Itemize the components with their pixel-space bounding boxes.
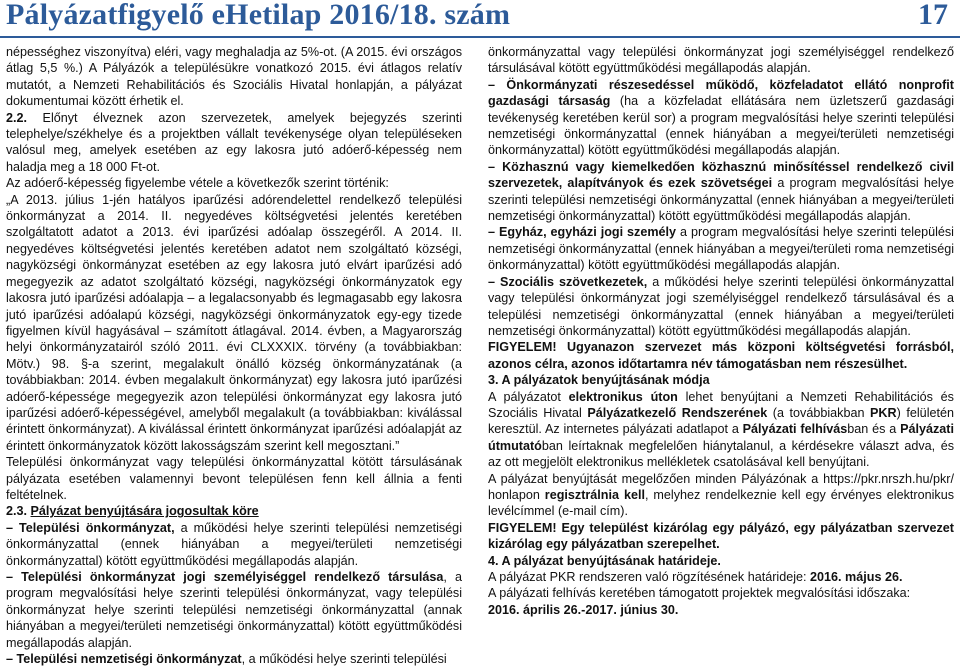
paragraph: Települési önkormányzat vagy települési önkormányzattal kötött társulásának pályázata esetében valamennyi bevont településen fenn kell állnia a fenti feltételnek. [6, 455, 462, 502]
paragraph: A pályázati felhívás keretében támogatott projektek megvalósítási időszaka: [488, 586, 911, 601]
section-heading: 4. A pályázat benyújtásának határideje. [488, 553, 721, 568]
list-item: – Közhasznú vagy kiemelkedően közhasznú minősítéssel rendelkező civil szervezetek, alapítványok és ezek szövetségei a program megvalósítási helye szerinti települési nemzetiségi önkormányzattal (ennek hiányában a megyei/területi nemzetiségi önkormányzattal) kötött együttműködési megállapodás alapján. [488, 159, 954, 224]
date-range: 2016. április 26.-2017. június 30. [488, 602, 679, 617]
paragraph: A pályázat benyújtását megelőzően minden Pályázónak a https://pkr.nrszh.hu/pkr/ honlapon regisztrálnia kell, melyhez rendelkeznie kell egy érvényes elektronikus levélcímmel (e-mail cím). [488, 471, 954, 519]
section-heading: 3. A pályázatok benyújtásának módja [488, 373, 710, 388]
publication-title: Pályázatfigyelő eHetilap 2016/18. szám [6, 0, 511, 31]
paragraph: önkormányzattal vagy települési önkormányzat jogi személyiséggel rendelkező társulásával kötött együttműködési megállapodás alapján. [488, 45, 954, 76]
warning-paragraph: FIGYELEM! Egy települést kizárólag egy pályázó, egy pályázatban szervezet kizárólag egy pályázatban szerepelhet. [488, 520, 954, 552]
quote-paragraph: „A 2013. július 1-jén hatályos iparűzési adórendelettel rendelkező települési önkormányzat a 2014. II. negyedéves költségvetési jelentés keretében szolgáltatott adatot a 2013. évi iparűzési adóalap összegéről. A 2014. II. negyedéves költségvetési jelentés keretében adatot nem szolgáltató községi, nagyközségi önkormányzat esetében az egy lakosra jutó elvárt iparűzési adó megegyezik az adatot szolgáltató községi, nagyközségi önkormányzatok egy lakosra jutó iparűzési adóalapja – a legalacsonyabb és legmagasabb egy lakosra jutó iparűzési adóalapú községi, nagyközségi önkormányzatok egy-egy tizede figyelmen kívül hagyásával – számított átlagával. 2014. évben, a Magyarország helyi önkormányzatairól szóló 2011. évi CLXXXIX. törvény (a továbbiakban: Mötv.) 98. §-a szerint, megalakult önálló község önkormányzatának (a továbbiakban: 2014. évben megalakult önkormányzat) egy lakosra jutó iparűzési adóerő-képessége megegyezik azon települési önkormányzat egy lakosra jutó iparűzési adóerő-képességével, amelyből megalakult (a továbbiakban: kiválással érintett önkormányzat). A kiválással érintett önkormányzat iparűzési adóalapját az érintett önkormányzatok között lakosságszám szerint kell megosztani.” [6, 192, 462, 453]
page-number: 17 [918, 0, 948, 31]
header-rule [0, 36, 960, 38]
section-number: 2.2. [6, 110, 28, 125]
list-item: – Egyház, egyházi jogi személy a program megvalósítási helye szerinti települési nemzetiségi önkormányzattal (ennek hiányában a megyei/területi roma nemzetiségi önkormányzattal) kötött együttműködési megállapodás alapján. [488, 225, 954, 273]
list-item: – Települési önkormányzat jogi személyiséggel rendelkező társulása, a program megvalósítási helye szerinti települési önkormányzat, vagy települési önkormányzat helye szerinti települési nemzetiségi önkormányzattal (annak hiányában a megyei/területi nemzetiségi önkormányzattal) kötött együttműködési megállapodás alapján. [6, 570, 462, 650]
list-item: – Szociális szövetkezetek, a működési helye szerinti települési önkormányzattal vagy települési önkormányzat jogi személyiséggel rendelkező társulásával és a települési nemzetiségi önkormányzattal (ennek hiányában a megyei/területi nemzetiségi önkormányzattal) kötött együttműködési megállapodás alapján. [488, 274, 954, 338]
list-item: – Települési önkormányzat, a működési helye szerinti települési nemzetiségi önkormányzattal (ennek hiányában a megyei/területi nemzetiségi önkormányzattal) kötött együttműködési megállapodás alapján. [6, 520, 462, 568]
paragraph: Az adóerő-képesség figyelembe vétele a következők szerint történik: [6, 176, 389, 191]
page-header [0, 0, 960, 38]
list-item: – Önkormányzati részesedéssel működő, közfeladatot ellátó nonprofit gazdasági társaság (ha a közfeladat ellátására nem üzletszerű gazdasági tevékenység keretében kerül sor) a program megvalósítási helye szerinti települési nemzetiségi önkormányzattal (ennek hiányában a megyei/területi nemzetiségi önkormányzattal) kötött együttműködési megállapodás alapján. [488, 77, 954, 158]
paragraph: népességhez viszonyítva) eléri, vagy meghaladja az 5%-ot. (A 2015. évi országos átlag 5,5 %.) A Pályázók a településükre vonatkozó 2015. évi átlagos relatív mutatót, a Nemzeti Rehabilitációs és Szociális Hivatal honlapján, a pályázat dokumentumai között érhetik el. [6, 45, 462, 109]
right-column [488, 44, 954, 618]
paragraph: 2.2. Előnyt élveznek azon szervezetek, amelyek bejegyzés szerinti telephelye/székhelye és a projektben vállalt tevékenysége olyan településeken valósul meg, amelyek esetében az egy lakosra jutó adóerő-képesség nem haladja meg a 18 000 Ft-ot. [6, 110, 462, 174]
list-item: – Települési nemzetiségi önkormányzat, a működési helye szerinti települési [6, 652, 447, 667]
paragraph: A pályázatot elektronikus úton lehet benyújtani a Nemzeti Rehabilitációs és Szociális Hivatal Pályázatkezelő Rendszerének (a továbbiakban PKR) felületén keresztül. Az internetes pályázati adatlapot a Pályázati felhívásban és a Pályázati útmutatóban leírtaknak megfelelően hiánytalanul, a kérdésekre választ adva, és az ott megjelölt elektronikus mellékletek csatolásával kell benyújtani. [488, 389, 954, 470]
section-heading: 2.3. Pályázat benyújtására jogosultak köre [6, 504, 259, 519]
paragraph: A pályázat PKR rendszeren való rögzítésének határideje: 2016. május 26. [488, 570, 903, 584]
warning-paragraph: FIGYELEM! Ugyanazon szervezet más közponi költségvetési forrásból, azonos célra, azonos időtartamra név támogatásban nem részesülhet. [488, 340, 954, 371]
left-column [6, 44, 462, 667]
